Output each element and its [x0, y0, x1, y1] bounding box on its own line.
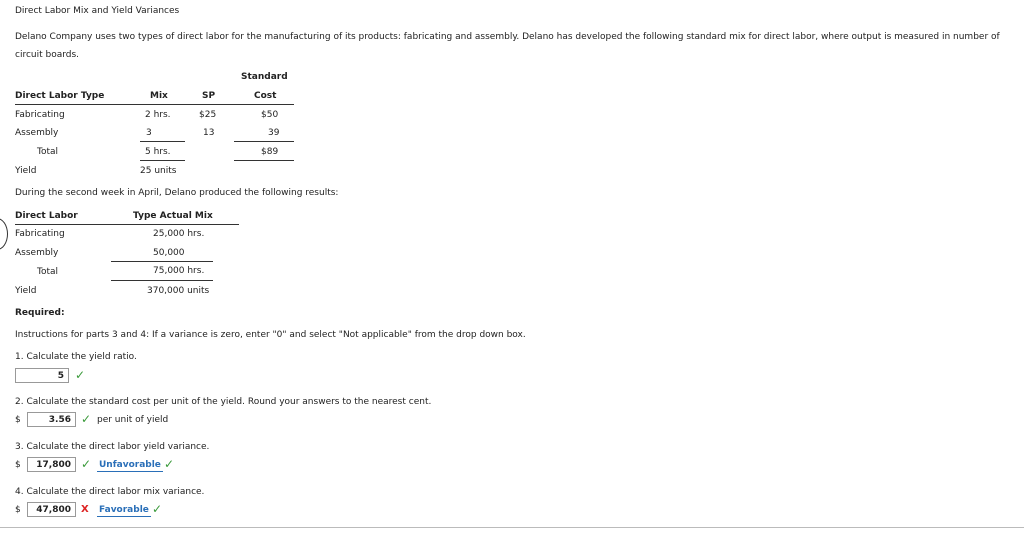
- total-cost: $89: [261, 147, 279, 157]
- row-fabricating-mix: 2 hrs.: [145, 110, 171, 120]
- bottom-divider: [0, 527, 1024, 528]
- row-assembly-type: Assembly: [15, 128, 59, 138]
- row-fabricating-cost: $50: [261, 110, 279, 120]
- yield-value: 25 units: [140, 166, 177, 176]
- row-assembly-sp: 13: [203, 128, 215, 138]
- col-direct-labor: Direct Labor: [15, 211, 78, 221]
- page-title: Direct Labor Mix and Yield Variances: [15, 6, 180, 16]
- check-icon: ✓: [81, 457, 92, 471]
- results-intro: During the second week in April, Delano produced the following results:: [15, 188, 339, 198]
- cost-total-line: [234, 160, 294, 161]
- question-2-text: 2. Calculate the standard cost per unit of the yield. Round your answers to the nearest cent.: [15, 397, 432, 407]
- row-assembly-cost: 39: [268, 128, 280, 138]
- yield-ratio-input[interactable]: 5: [15, 368, 69, 383]
- col-cost: Cost: [254, 91, 277, 101]
- total-mix: 5 hrs.: [145, 147, 171, 157]
- actual-subtotal-line: [111, 261, 213, 262]
- question-1-text: 1. Calculate the yield ratio.: [15, 352, 137, 362]
- actual-total-label: Total: [37, 267, 59, 277]
- header-divider: [15, 104, 294, 105]
- row-fabricating-type: Fabricating: [15, 110, 65, 120]
- actual-fabricating-value: 25,000 hrs.: [153, 229, 205, 239]
- check-icon: ✓: [75, 368, 86, 382]
- standard-header: Standard: [241, 72, 288, 82]
- yield-variance-input[interactable]: 17,800: [27, 457, 76, 472]
- intro-line-1: Delano Company uses two types of direct labor for the manufacturing of its products: fabricating and assembly. Delano has developed the following standard mix for direct labor, where output is measured in number of: [15, 32, 1000, 42]
- yield-label: Yield: [15, 166, 37, 176]
- intro-line-2: circuit boards.: [15, 50, 80, 60]
- dollar-sign: $: [15, 460, 21, 470]
- required-instructions: Instructions for parts 3 and 4: If a variance is zero, enter "0" and select "Not applicable" from the drop down box.: [15, 330, 526, 340]
- question-4-text: 4. Calculate the direct labor mix variance.: [15, 487, 205, 497]
- actual-yield-value: 370,000 units: [147, 286, 210, 296]
- required-label: Required:: [15, 308, 65, 318]
- dollar-sign: $: [15, 415, 21, 425]
- question-3-text: 3. Calculate the direct labor yield variance.: [15, 442, 210, 452]
- col-direct-labor-type: Direct Labor Type: [15, 91, 105, 101]
- actual-header-divider: [15, 224, 239, 225]
- actual-total-value: 75,000 hrs.: [153, 266, 205, 276]
- col-mix: Mix: [150, 91, 168, 101]
- total-label: Total: [37, 147, 59, 157]
- dollar-sign: $: [15, 505, 21, 515]
- mix-variance-input[interactable]: 47,800: [27, 502, 76, 517]
- actual-assembly-type: Assembly: [15, 248, 59, 258]
- check-icon: ✓: [164, 457, 175, 471]
- yield-variance-select[interactable]: Unfavorable: [99, 460, 161, 470]
- selection-indicator: [0, 218, 8, 250]
- check-icon: ✓: [81, 412, 92, 426]
- col-type-actual-mix: Type Actual Mix: [133, 211, 213, 221]
- check-icon: ✓: [152, 502, 163, 516]
- actual-fabricating-type: Fabricating: [15, 229, 65, 239]
- mix-subtotal-line: [140, 141, 185, 142]
- row-fabricating-sp: $25: [199, 110, 217, 120]
- mix-variance-select[interactable]: Favorable: [99, 505, 149, 515]
- actual-total-line: [111, 280, 213, 281]
- mix-total-line: [140, 160, 185, 161]
- cost-subtotal-line: [234, 141, 294, 142]
- per-unit-label: per unit of yield: [97, 415, 169, 425]
- row-assembly-mix: 3: [146, 128, 152, 138]
- standard-cost-input[interactable]: 3.56: [27, 412, 76, 427]
- actual-yield-label: Yield: [15, 286, 37, 296]
- col-sp: SP: [202, 91, 216, 101]
- actual-assembly-value: 50,000: [153, 248, 185, 258]
- cross-icon: X: [81, 504, 89, 515]
